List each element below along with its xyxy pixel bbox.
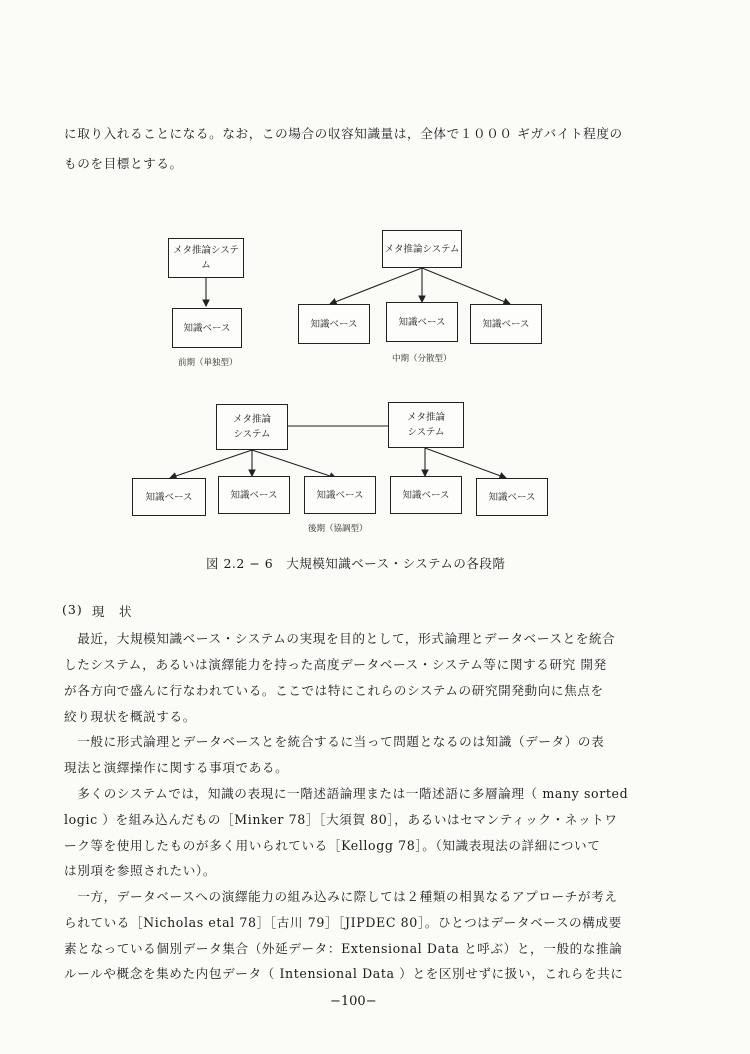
kb-middle-3 <box>470 304 542 344</box>
body-line: 素となっている個別データ集合（外延データ：Extensional Data と呼ぶ）と，一般的な推論 <box>64 941 623 956</box>
body-line: ルールや概念を集めた内包データ（ Intensional Data ）とを区別せずに扱い，これらを共に <box>64 966 624 981</box>
body-line: logic ）を組み込んだもの［Minker 78］［大須賀 80］，あるいはセマンティック・ネットワ <box>64 812 618 827</box>
meta-system-late-left <box>216 404 288 450</box>
body-line: 一方，データベースへの演繹能力の組み込みに際しては２種類の相異なるアプローチが考え <box>64 889 618 904</box>
kb-late-5 <box>476 478 548 516</box>
body-line: は別項を参照されたい）。 <box>64 863 217 878</box>
arrow-late-5 <box>425 448 506 478</box>
body-line: 絞り現状を概説する。 <box>64 709 196 724</box>
intro-line-1: に取り入れることになる。なお，この場合の収容知識量は，全体で１０００ ギガバイト程度の <box>64 126 623 141</box>
kb-early-label: 知識ベース <box>183 322 231 334</box>
kb-late-1-label: 知識ベース <box>145 491 193 503</box>
caption-middle: 中期（分散型） <box>392 354 452 364</box>
kb-late-5-label: 知識ベース <box>488 491 536 503</box>
body-line: られている［Nicholas etal 78］［古川 79］［JIPDEC 80］。ひとつはデータベースの構成要 <box>64 915 622 930</box>
meta-system-late-right <box>388 402 464 448</box>
arrow-late-3 <box>252 450 336 478</box>
body-line: 多くのシステムでは，知識の表現に一階述語論理または一階述語に多層論理（ many sorted <box>64 786 629 801</box>
kb-late-4 <box>390 476 462 514</box>
kb-middle-1-label: 知識ベース <box>310 318 358 330</box>
caption-early: 前期（単独型） <box>178 358 238 368</box>
arrow-middle-3 <box>422 268 510 304</box>
kb-late-1 <box>132 478 206 516</box>
meta-system-late-left-line1: メタ推論 <box>232 414 271 425</box>
page-number: −100− <box>330 994 377 1009</box>
body-line: ーク等を使用したものが多く用いられている［Kellogg 78］。（知識表現法の詳細について <box>64 838 601 853</box>
body-line: したシステム，あるいは演繹能力を持った高度データベース・システム等に関する研究 開発 <box>64 657 607 672</box>
arrow-late-1 <box>170 450 252 478</box>
section-number: (3) <box>62 602 83 617</box>
kb-late-3 <box>304 476 376 514</box>
kb-middle-2 <box>386 302 458 342</box>
arrow-middle-1 <box>330 268 422 304</box>
meta-system-late-right-line1: メタ推論 <box>406 412 445 423</box>
body-line: 一般に形式論理とデータベースとを統合するに当って問題となるのは知識（データ）の表 <box>64 734 605 749</box>
kb-late-4-label: 知識ベース <box>402 489 450 501</box>
kb-middle-2-label: 知識ベース <box>398 316 446 328</box>
kb-early <box>172 308 242 348</box>
section-heading: 現 状 <box>92 604 133 619</box>
meta-system-early-label: メタ推論システム <box>172 245 240 271</box>
body-line: 最近，大規模知識ベース・システムの実現を目的として，形式論理とデータベースとを統合 <box>64 631 616 646</box>
figure-title: 図 2.2 − 6 大規模知識ベース・システムの各段階 <box>206 556 506 571</box>
kb-middle-1 <box>298 304 370 344</box>
meta-system-middle-label: メタ推論システム <box>384 243 460 255</box>
body-line: が各方向で盛んに行なわれている。ここでは特にこれらのシステムの研究開発動向に焦点を <box>64 683 604 698</box>
caption-late: 後期（協調型） <box>308 524 368 534</box>
intro-line-2: ものを目標とする。 <box>64 156 183 171</box>
kb-late-2 <box>218 476 290 514</box>
meta-system-early <box>168 238 244 278</box>
meta-system-middle <box>382 230 462 268</box>
meta-system-late-left-line2: システム <box>233 429 271 440</box>
kb-late-2-label: 知識ベース <box>230 489 278 501</box>
kb-middle-3-label: 知識ベース <box>482 318 530 330</box>
body-line: 現法と演繹操作に関する事項である。 <box>64 760 289 775</box>
kb-late-3-label: 知識ベース <box>316 489 364 501</box>
meta-system-late-right-line2: システム <box>407 427 445 438</box>
